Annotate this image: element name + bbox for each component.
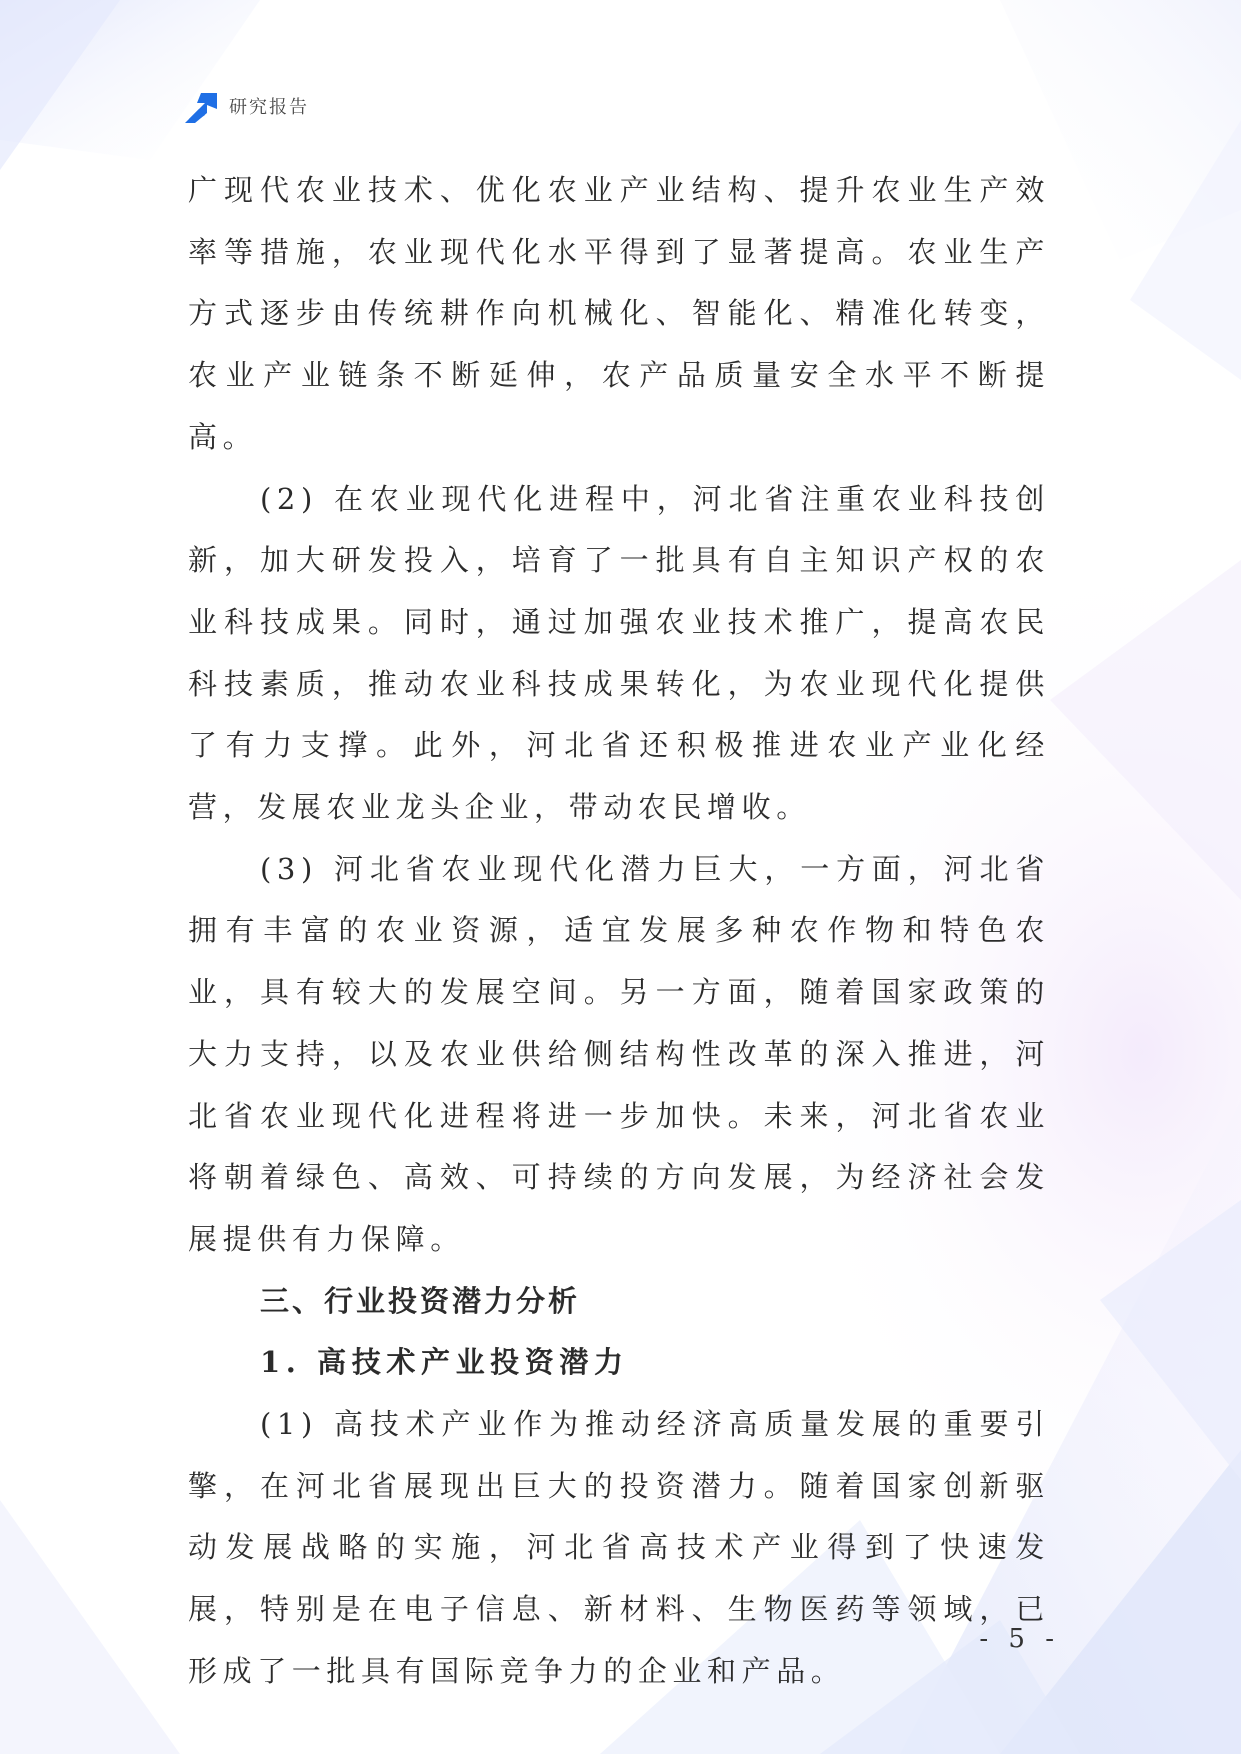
paragraph-4: (1) 高技术产业作为推动经济高质量发展的重要引擎，在河北省展现出巨大的投资潜力。随着国家创新驱动发展战略的实施，河北省高技术产业得到了快速发展，特别是在电子信息、新材料、生物医药等领域，已形成了一批具有国际竞争力的企业和产品。 — [188, 1407, 1050, 1688]
subsection-heading: 1. 高技术产业投资潜力 — [260, 1345, 629, 1380]
page-number: - 5 - — [979, 1624, 1060, 1654]
paragraph-2: (2) 在农业现代化进程中，河北省注重农业科技创新，加大研发投入，培育了一批具有自主知识产权的农业科技成果。同时，通过加强农业技术推广，提高农民科技素质，推动农业科技成果转化，为农业现代化提供了有力支撑。此外，河北省还积极推进农业产业化经营，发展农业龙头企业，带动农民增收。 — [188, 481, 1050, 825]
paragraph-continued: 广现代农业技术、优化农业产业结构、提升农业生产效率等措施，农业现代化水平得到了显著提高。农业生产方式逐步由传统耕作向机械化、智能化、精准化转变，农业产业链条不断延伸，农产品质量安全水平不断提高。 — [188, 173, 1050, 454]
header-title: 研究报告 — [229, 97, 309, 118]
arrow-up-right-logo-icon — [185, 89, 219, 123]
section-heading: 三、行业投资潜力分析 — [260, 1283, 581, 1318]
paragraph-3: (3) 河北省农业现代化潜力巨大，一方面，河北省拥有丰富的农业资源，适宜发展多种农作物和特色农业，具有较大的发展空间。另一方面，随着国家政策的大力支持，以及农业供给侧结构性改革的深入推进，河北省农业现代化进程将进一步加快。未来，河北省农业将朝着绿色、高效、可持续的方向发展，为经济社会发展提供有力保障。 — [188, 851, 1050, 1256]
document-body — [188, 160, 1050, 1703]
document-header — [185, 88, 309, 124]
